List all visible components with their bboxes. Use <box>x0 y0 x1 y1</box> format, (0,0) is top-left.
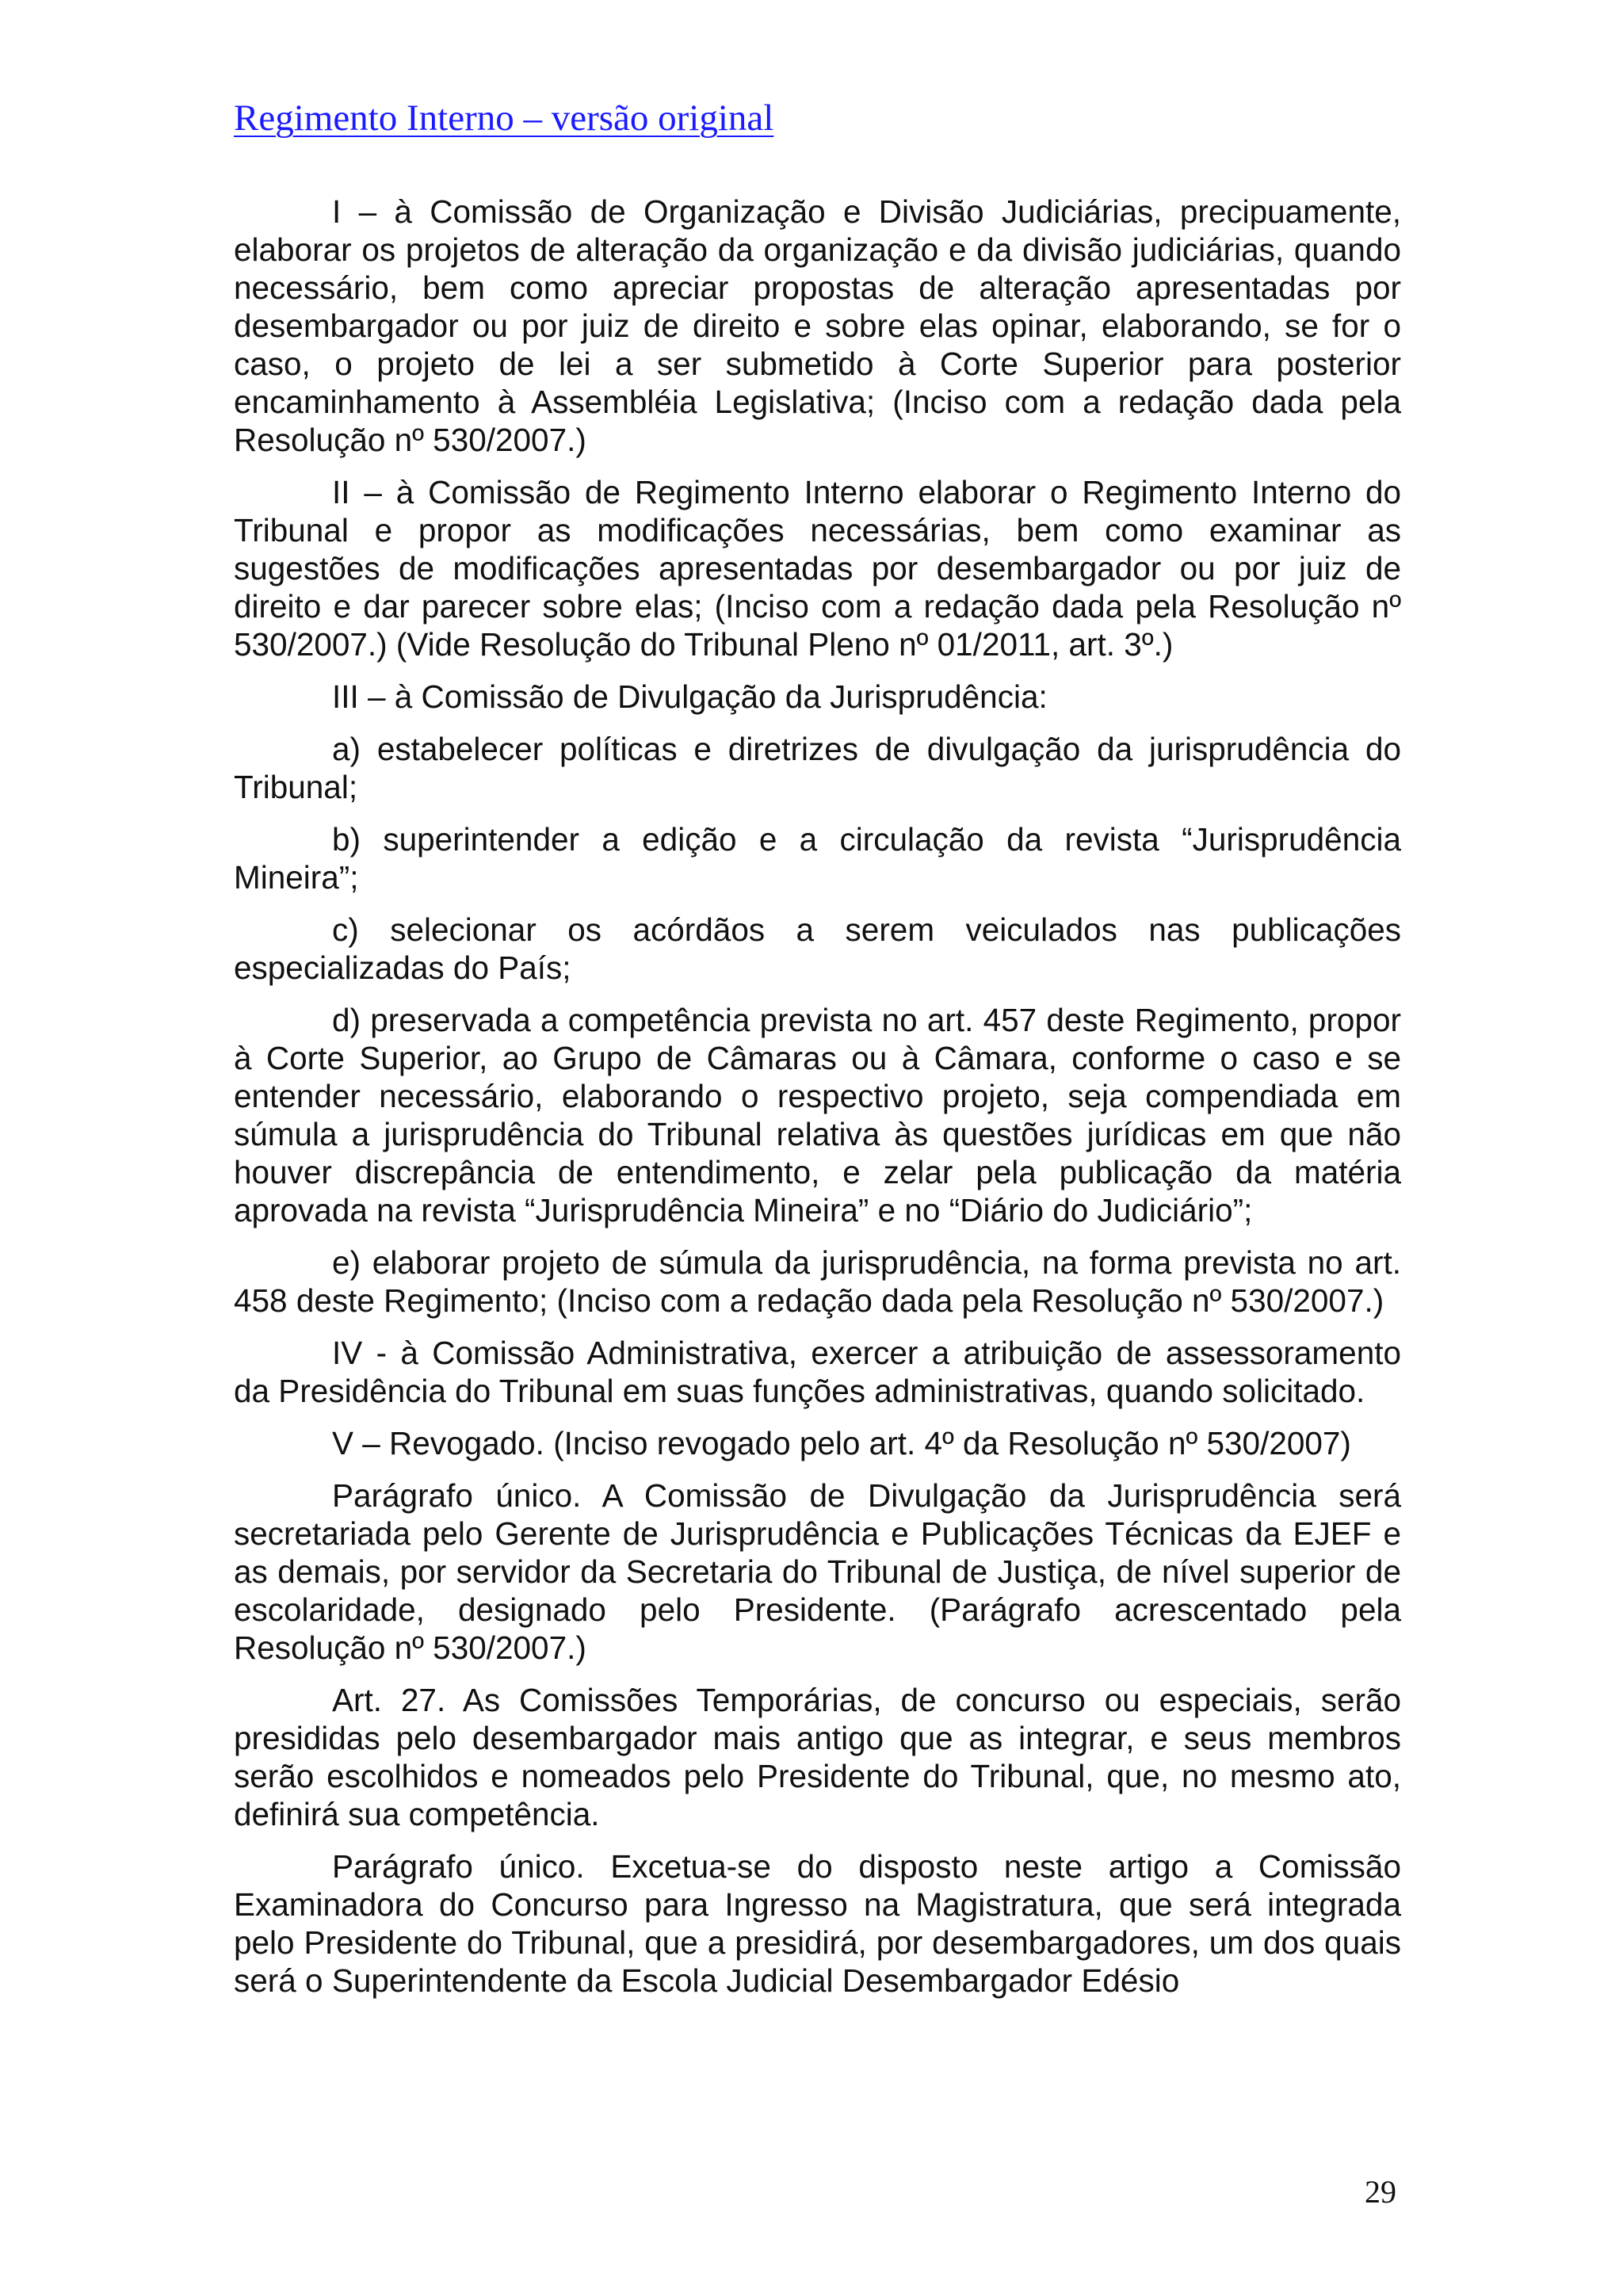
page-number: 29 <box>1365 2174 1396 2210</box>
paragraph-inciso-i: I – à Comissão de Organização e Divisão Judiciárias, precipuamente, elaborar os projetos de alteração da organização e da divisão judiciárias, quando necessário, bem como apreciar propostas de alteração apresentadas por desembargador ou por juiz de direito e sobre elas opinar, elaborando, se for o caso, o projeto de lei a ser submetido à Corte Superior para posterior encaminhamento à Assembléia Legislativa; (Inciso com a redação dada pela Resolução nº 530/2007.) <box>234 193 1401 458</box>
paragraph-item-c: c) selecionar os acórdãos a serem veiculados nas publicações especializadas do País; <box>234 911 1401 986</box>
paragraph-inciso-v: V – Revogado. (Inciso revogado pelo art. 4º da Resolução nº 530/2007) <box>332 1425 1351 1461</box>
paragraph-item-a: a) estabelecer políticas e diretrizes de divulgação da jurisprudência do Tribunal; <box>234 731 1401 805</box>
paragraph-art-27: Art. 27. As Comissões Temporárias, de concurso ou especiais, serão presididas pelo desembargador mais antigo que as integrar, e seus membros serão escolhidos e nomeados pelo Presidente do Tribunal, que, no mesmo ato, definirá sua competência. <box>234 1682 1401 1832</box>
paragraph-paragrafo-unico-1: Parágrafo único. A Comissão de Divulgação da Jurisprudência será secretariada pelo Gerente de Jurisprudência e Publicações Técnicas da EJEF e as demais, por servidor da Secretaria do Tribunal de Justiça, de nível superior de escolaridade, designado pelo Presidente. (Parágrafo acrescentado pela Resolução nº 530/2007.) <box>234 1477 1401 1666</box>
paragraph-item-b: b) superintender a edição e a circulação da revista “Jurisprudência Mineira”; <box>234 821 1401 896</box>
document-body <box>234 193 1401 2014</box>
paragraph-inciso-ii: II – à Comissão de Regimento Interno elaborar o Regimento Interno do Tribunal e propor as modificações necessárias, bem como examinar as sugestões de modificações apresentadas por desembargador ou por juiz de direito e dar parecer sobre elas; (Inciso com a redação dada pela Resolução nº 530/2007.) (Vide Resolução do Tribunal Pleno nº 01/2011, art. 3º.) <box>234 474 1401 663</box>
paragraph-item-d: d) preservada a competência prevista no art. 457 deste Regimento, propor à Corte Superior, ao Grupo de Câmaras ou à Câmara, conforme o caso e se entender necessário, elaborando o respectivo projeto, seja compendiada em súmula a jurisprudência do Tribunal relativa às questões jurídicas em que não houver discrepância de entendimento, e zelar pela publicação da matéria aprovada na revista “Jurisprudência Mineira” e no “Diário do Judiciário”; <box>234 1002 1401 1228</box>
paragraph-inciso-iii: III – à Comissão de Divulgação da Jurisprudência: <box>332 678 1048 715</box>
header-title-link[interactable]: Regimento Interno – versão original <box>234 97 774 139</box>
paragraph-item-e: e) elaborar projeto de súmula da jurisprudência, na forma prevista no art. 458 deste Regimento; (Inciso com a redação dada pela Resolução nº 530/2007.) <box>234 1244 1401 1319</box>
paragraph-inciso-iv: IV - à Comissão Administrativa, exercer a atribuição de assessoramento da Presidência do Tribunal em suas funções administrativas, quando solicitado. <box>234 1335 1401 1409</box>
paragraph-paragrafo-unico-2: Parágrafo único. Excetua-se do disposto neste artigo a Comissão Examinadora do Concurso para Ingresso na Magistratura, que será integrada pelo Presidente do Tribunal, que a presidirá, por desembargadores, um dos quais será o Superintendente da Escola Judicial Desembargador Edésio <box>234 1848 1401 1999</box>
